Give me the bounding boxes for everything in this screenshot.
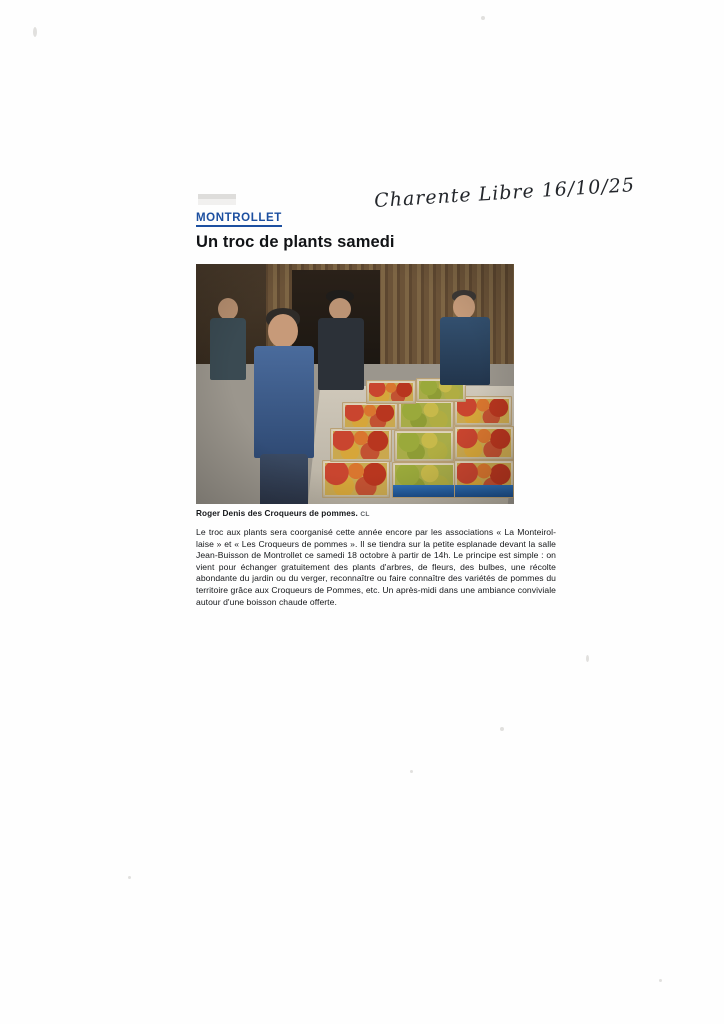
photo-vignette (196, 264, 514, 504)
scan-speck (659, 979, 662, 982)
kicker-row (196, 208, 564, 224)
photo-caption (196, 509, 564, 518)
scan-speck (128, 876, 131, 879)
article-headline: Un troc de plants samedi (196, 233, 395, 251)
section-kicker: MONTROLLET (196, 212, 282, 227)
article-clipping (196, 174, 636, 617)
photo-credit: CL (360, 511, 370, 518)
scan-speck (500, 727, 504, 731)
scan-speck (586, 655, 589, 662)
handwritten-source-note: Charente Libre 16/10/25 (373, 174, 636, 212)
article-body-paragraph: Le troc aux plants sera coorganisé cette année encore par les associations « La Monteirol-laise » et « Les Croqueurs de pommes ». Il se tiendra sur la petite esplanade devant la salle Jean-Buisson de Montrollet ce samedi 18 octobre à partir de 14h. Le principe est simple : on vient pour échanger gratuitement des plants d'arbres, de fleurs, des bulbes, une récolte abondante du jardin ou du verger, reconnaître ou faire connaître des variétés de pommes du territoire grâce aux Croqueurs de Pommes, etc. Un après-midi dans une ambiance conviviale autour d'une boisson chaude offerte. (196, 527, 556, 607)
scan-speck (410, 770, 413, 773)
photo-caption-text: Roger Denis des Croqueurs de pommes. (196, 509, 358, 518)
scan-speck (481, 16, 485, 20)
article-photo (196, 264, 514, 504)
scan-speck (33, 27, 37, 37)
adjacent-column-fragment (198, 194, 236, 205)
